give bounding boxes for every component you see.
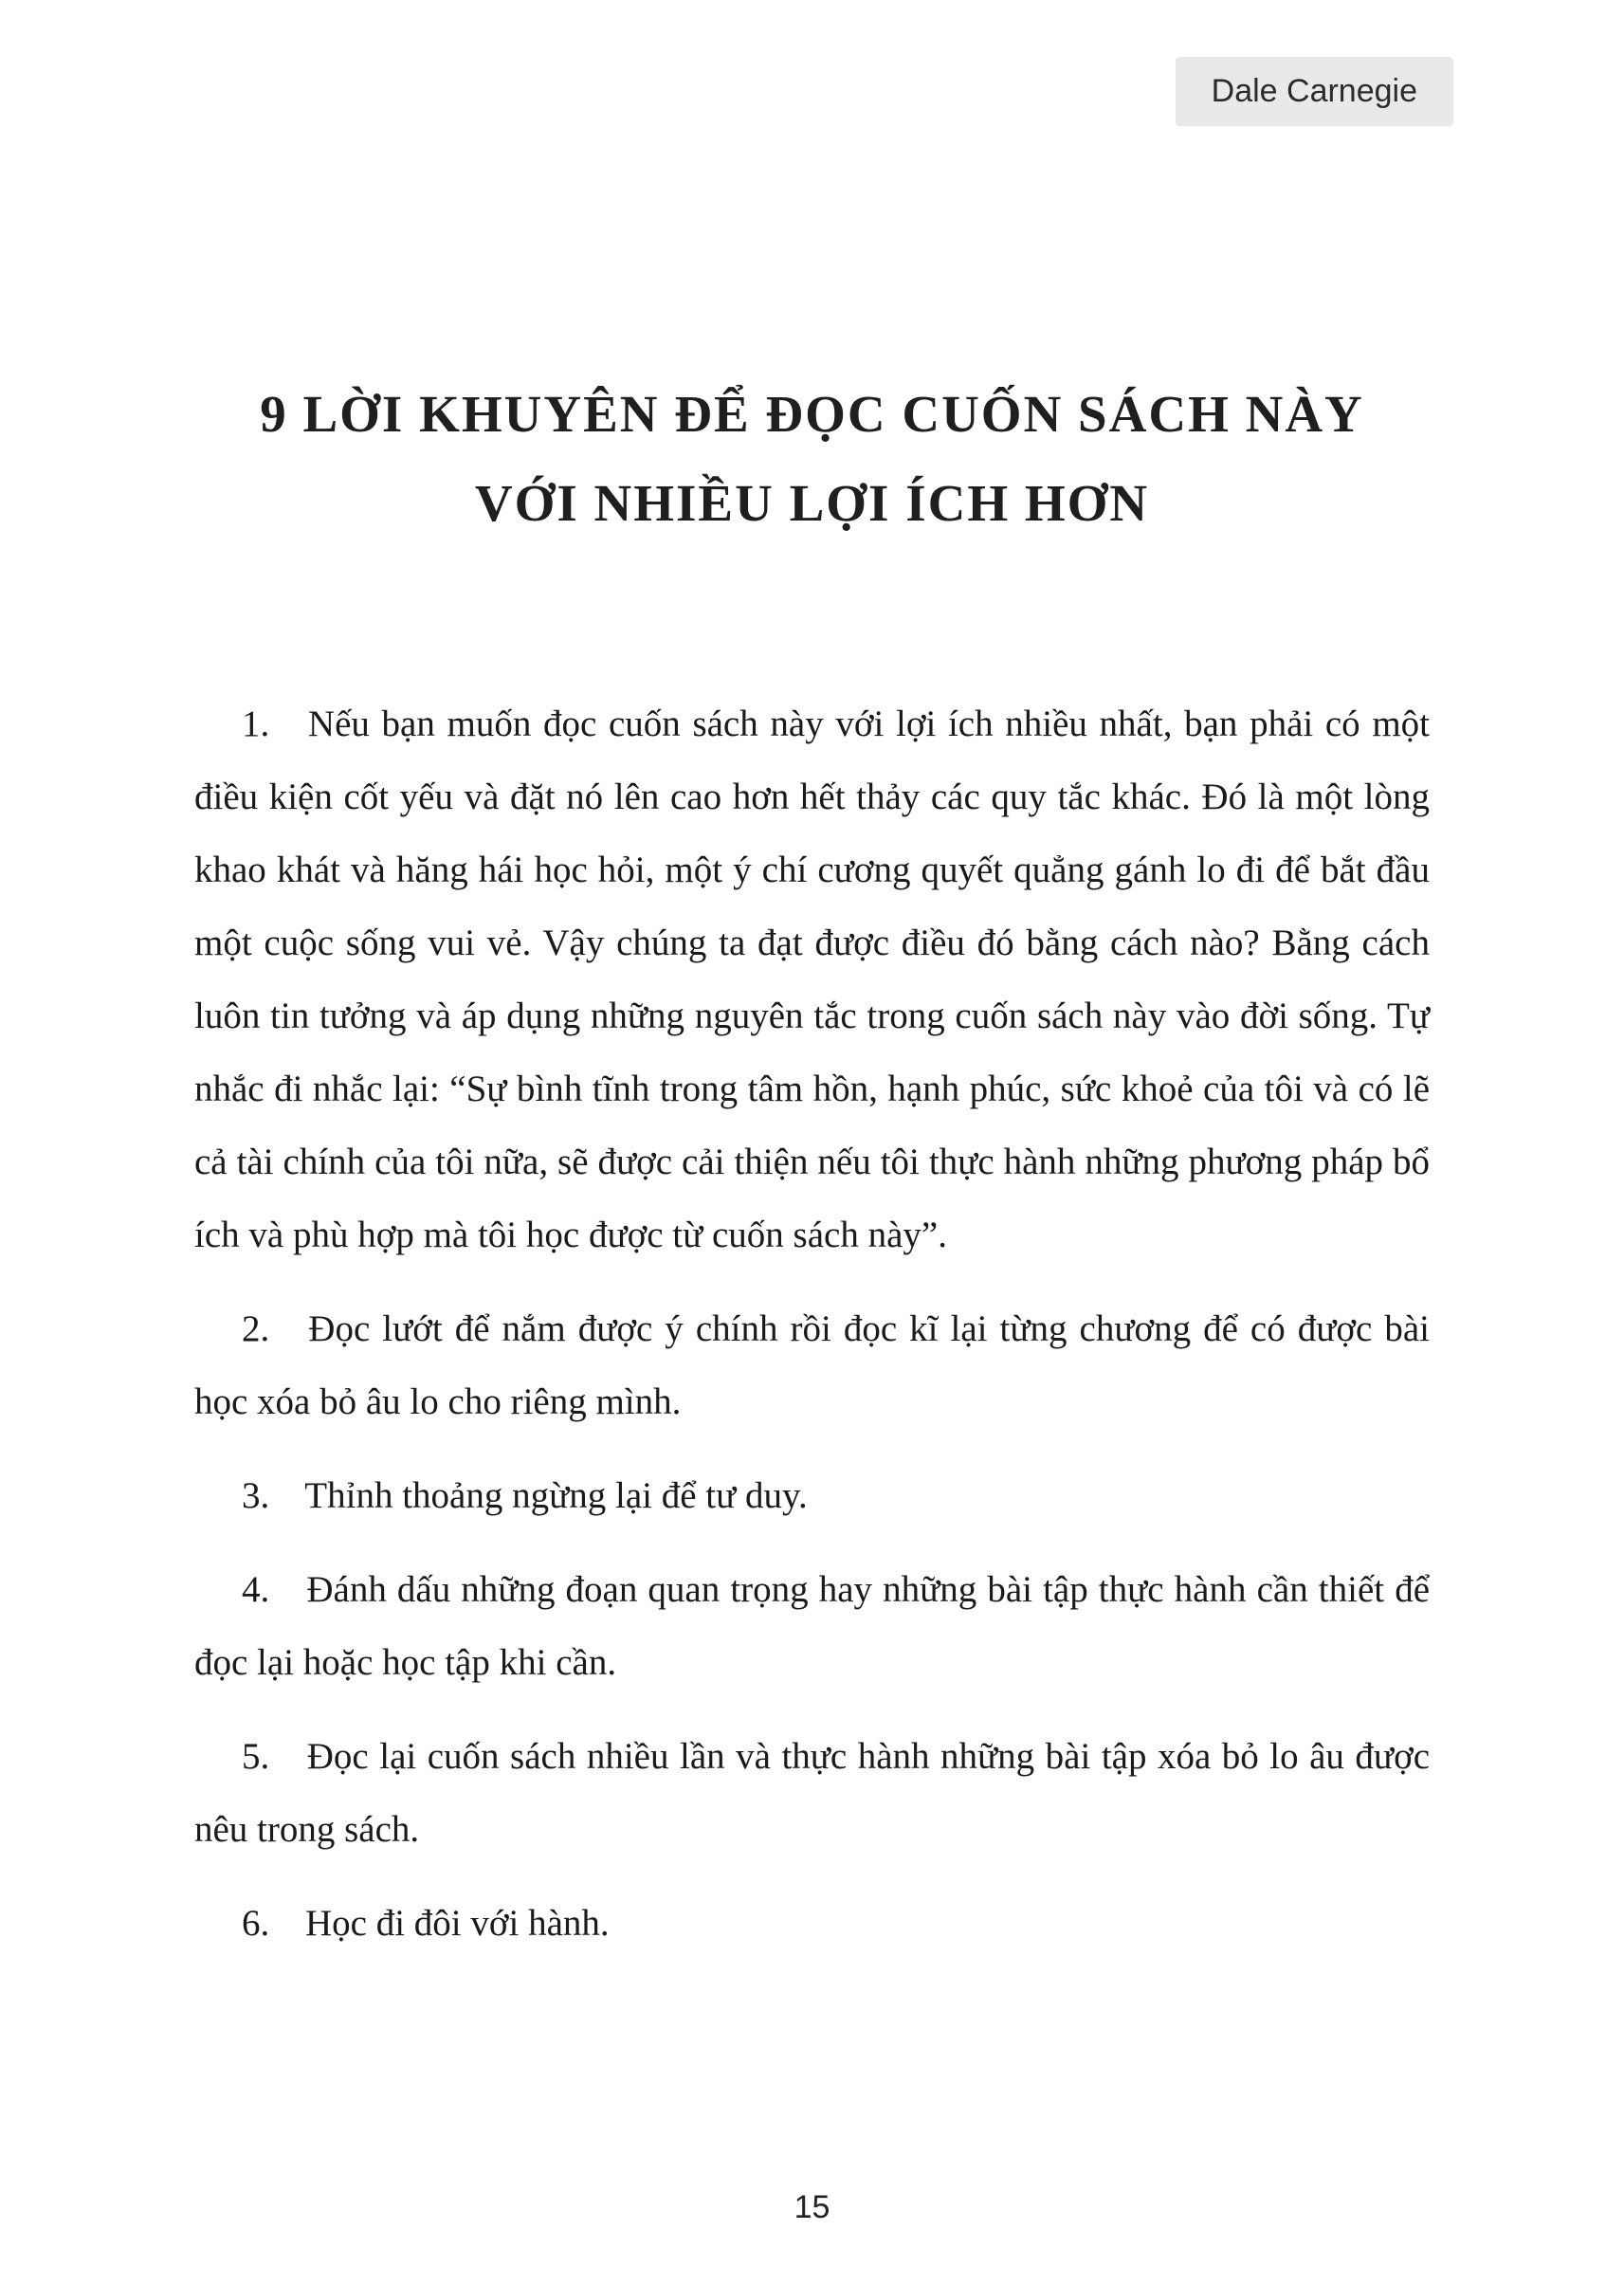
paragraph-2	[194, 1292, 1430, 1438]
running-head	[1176, 57, 1453, 126]
list-number: 6.	[242, 1903, 270, 1944]
list-number: 4.	[242, 1569, 270, 1610]
list-number: 2.	[242, 1308, 270, 1349]
list-number: 5.	[242, 1736, 270, 1777]
chapter-title-line-2: VỚI NHIỀU LỢI ÍCH HƠN	[474, 473, 1150, 532]
paragraph-1	[194, 687, 1430, 1271]
running-head-label: Dale Carnegie	[1211, 73, 1417, 109]
list-number: 1.	[242, 704, 270, 744]
paragraph-text: Học đi đôi với hành.	[305, 1903, 610, 1944]
paragraph-4	[194, 1553, 1430, 1699]
paragraph-text: Đọc lại cuốn sách nhiều lần và thực hành những bài tập xóa bỏ lo âu được nêu trong sách.	[194, 1736, 1431, 1850]
chapter-body	[194, 687, 1430, 1960]
chapter-title-line-1: 9 LỜI KHUYÊN ĐỂ ĐỌC CUỐN SÁCH NÀY	[260, 385, 1364, 443]
paragraph-5	[194, 1720, 1430, 1866]
page-number: 15	[794, 2189, 830, 2225]
paragraph-text: Thỉnh thoảng ngừng lại để tư duy.	[304, 1475, 808, 1516]
paragraph-text: Đánh dấu những đoạn quan trọng hay những bài tập thực hành cần thiết để đọc lại hoặc học tập khi cần.	[194, 1569, 1430, 1683]
paragraph-6	[194, 1887, 1430, 1960]
list-number: 3.	[242, 1475, 270, 1516]
paragraph-text: Đọc lướt để nắm được ý chính rồi đọc kĩ lại từng chương để có được bài học xóa bỏ âu lo cho riêng mình.	[194, 1308, 1430, 1422]
paragraph-3	[194, 1459, 1430, 1532]
paragraph-text: Nếu bạn muốn đọc cuốn sách này với lợi ích nhiều nhất, bạn phải có một điều kiện cốt yếu và đặt nó lên cao hơn hết thảy các quy tắc khác. Đó là một lòng khao khát và hăng hái học hỏi, một ý chí cương quyết quẳng gánh lo đi để bắt đầu một cuộc sống vui vẻ. Vậy chúng ta đạt được điều đó bằng cách nào? Bằng cách luôn tin tưởng và áp dụng những nguyên tắc trong cuốn sách này vào đời sống. Tự nhắc đi nhắc lại: “Sự bình tĩnh trong tâm hồn, hạnh phúc, sức khoẻ của tôi và có lẽ cả tài chính của tôi nữa, sẽ được cải thiện nếu tôi thực hành những phương pháp bổ ích và phù hợp mà tôi học được từ cuốn sách này”.	[194, 704, 1431, 1255]
